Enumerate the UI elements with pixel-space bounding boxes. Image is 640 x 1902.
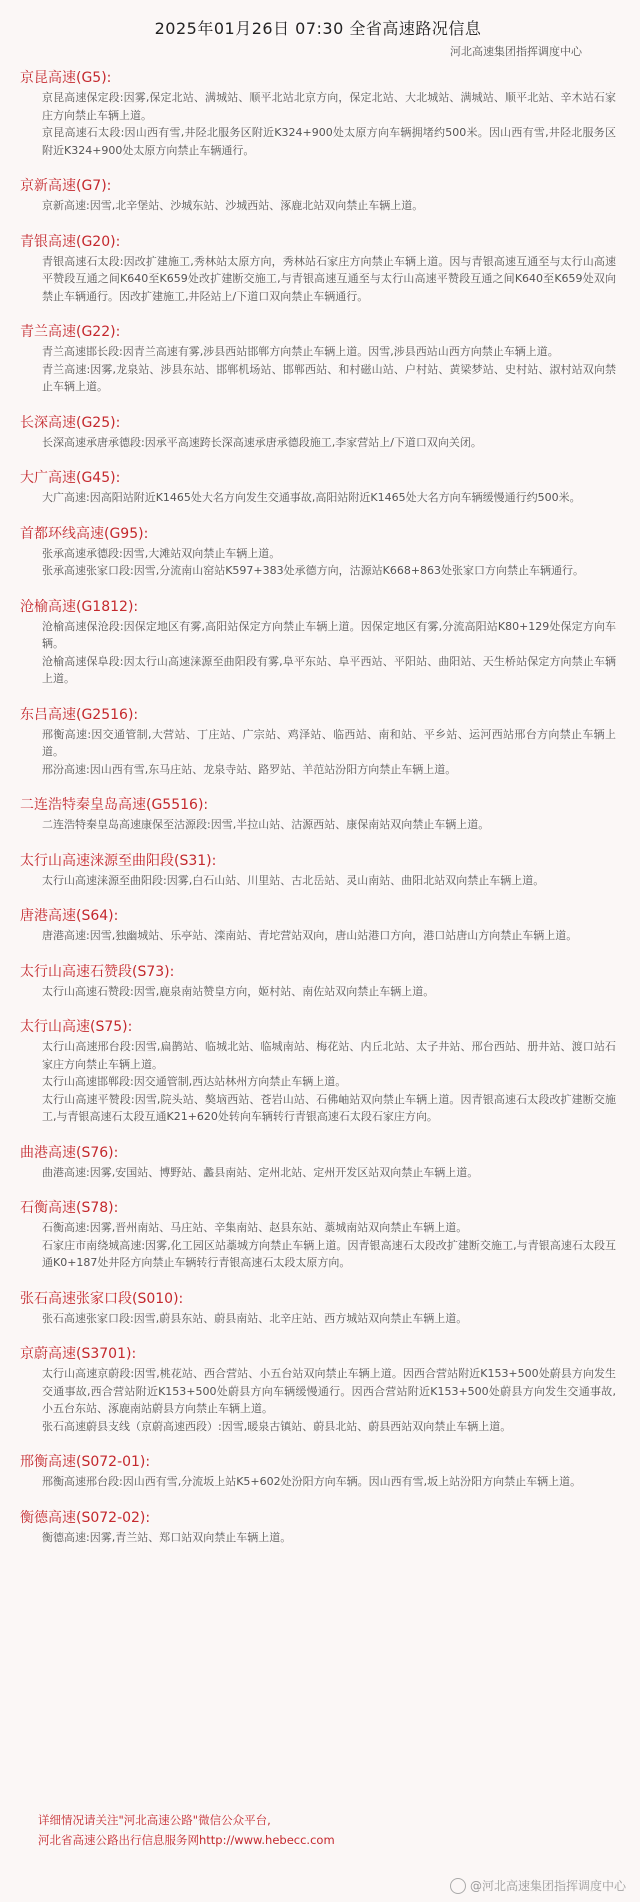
highway-section (20, 1016, 616, 1126)
highway-status-text: 太行山高速京蔚段:因雪,桃花站、西合营站、小五台站双向禁止车辆上道。因西合营站附近K153+500处蔚县方向发生交通事故,西合营站附近K153+500处蔚县方向车辆缓慢通行。因西合营站附近K153+500处蔚县方向发生交通事故,小五台东站、涿鹿南站蔚县方向禁止车辆上道。 (42, 1367, 616, 1415)
highway-section (20, 175, 616, 215)
highway-status-text: 曲港高速:因雾,安国站、博野站、蠡县南站、定州北站、定州开发区站双向禁止车辆上道。 (42, 1165, 479, 1179)
highway-status-text: 太行山高速涞源至曲阳段:因雾,白石山站、川里站、古北岳站、灵山南站、曲阳北站双向禁止车辆上道。 (42, 873, 545, 887)
highway-status-text: 京昆高速石太段:因山西有雪,井陉北服务区附近K324+900处太原方向车辆拥堵约500米。因山西有雪,井陉北服务区附近K324+900处太原方向禁止车辆通行。 (42, 126, 616, 157)
highway-section (20, 1142, 616, 1182)
highway-title: 京蔚高速(S3701): (20, 1346, 137, 1362)
road-sections (20, 67, 616, 1546)
highway-status-text: 二连浩特秦皇岛高速康保至沽源段:因雪,半拉山站、沽源西站、康保南站双向禁止车辆上道。 (42, 818, 490, 831)
highway-title: 首都环线高速(G95): (20, 525, 149, 542)
highway-status-text: 石家庄市南绕城高速:因雾,化工园区站藁城方向禁止车辆上道。因青银高速石太段改扩建断交施工,与青银高速石太段互通K0+187处井陉方向禁止车辆转行青银高速石太段太原方向。 (42, 1238, 616, 1269)
footer-line-2[interactable]: 河北省高速公路出行信息服务网http://www.hebecc.com (38, 1833, 335, 1847)
footer (38, 1810, 335, 1850)
highway-section (20, 1288, 616, 1328)
highway-status-text: 太行山高速平赞段:因雪,院头站、獒垴西站、苍岩山站、石佛岫站双向禁止车辆上道。因青银高速石太段改扩建断交施工,与青银高速石太段互通K21+620处转向车辆转行青银高速石太段石家庄方向。 (42, 1092, 616, 1123)
highway-title: 唐港高速(S64): (20, 908, 119, 924)
highway-title: 曲港高速(S76): (20, 1144, 119, 1161)
highway-title: 青兰高速(G22): (20, 324, 121, 340)
highway-title: 邢衡高速(S072-01): (20, 1454, 151, 1470)
highway-section (20, 467, 616, 507)
highway-title: 沧榆高速(G1812): (20, 598, 139, 615)
highway-status-text: 衡德高速:因雾,青兰站、郑口站双向禁止车辆上道。 (42, 1530, 292, 1544)
highway-status-text: 张石高速张家口段:因雪,蔚县东站、蔚县南站、北辛庄站、西方城站双向禁止车辆上道。 (42, 1311, 468, 1325)
highway-section (20, 905, 616, 945)
highway-status-text: 邢衡高速:因交通管制,大营站、丁庄站、广宗站、鸡泽站、临西站、南和站、平乡站、运河西站邢台方向禁止车辆上道。 (42, 727, 616, 758)
highway-status-text: 京新高速:因雪,北辛堡站、沙城东站、沙城西站、涿鹿北站双向禁止车辆上道。 (42, 199, 424, 212)
highway-title: 衡德高速(S072-02): (20, 1509, 151, 1526)
highway-section (20, 231, 616, 306)
highway-title: 太行山高速石赞段(S73): (20, 963, 175, 980)
watermark (450, 1877, 626, 1895)
highway-status-text: 张承高速张家口段:因雪,分流南山窑站K597+383处承德方向，沽源站K668+863处张家口方向禁止车辆通行。 (42, 564, 585, 577)
highway-title: 长深高速(G25): (20, 414, 121, 431)
highway-title: 张石高速张家口段(S010): (20, 1290, 184, 1307)
highway-title: 京新高速(G7): (20, 178, 112, 194)
highway-title: 青银高速(G20): (20, 233, 121, 250)
highway-title: 京昆高速(G5): (20, 70, 112, 86)
highway-section (20, 67, 616, 159)
highway-status-text: 张石高速蔚县支线（京蔚高速西段）:因雪,暖泉古镇站、蔚县北站、蔚县西站双向禁止车辆上道。 (42, 1419, 512, 1433)
highway-status-text: 长深高速承唐承德段:因承平高速跨长深高速承唐承德段施工,李家营站上/下道口双向关闭。 (42, 435, 482, 449)
highway-section (20, 704, 616, 779)
highway-status-text: 唐港高速:因雪,独幽城站、乐亭站、滦南站、青坨营站双向，唐山站港口方向，港口站唐山方向禁止车辆上道。 (42, 929, 578, 942)
highway-title: 石衡高速(S78): (20, 1200, 119, 1216)
highway-section (20, 794, 616, 834)
watermark-text: @河北高速集团指挥调度中心 (469, 1878, 626, 1893)
highway-title: 东吕高速(G2516): (20, 706, 139, 723)
highway-section (20, 850, 616, 890)
highway-status-text: 大广高速:因高阳站附近K1465处大名方向发生交通事故,高阳站附近K1465处大名方向车辆缓慢通行约500米。 (42, 491, 581, 504)
highway-status-text: 张承高速承德段:因雪,大滩站双向禁止车辆上道。 (42, 546, 281, 560)
highway-section (20, 1197, 616, 1272)
highway-status-text: 沧榆高速保阜段:因太行山高速涞源至曲阳段有雾,阜平东站、阜平西站、平阳站、曲阳站、天生桥站保定方向禁止车辆上道。 (42, 654, 616, 685)
page-title: 2025年01月26日 07:30 全省高速路况信息 (154, 19, 482, 38)
highway-section (20, 321, 616, 396)
highway-section (20, 961, 616, 1001)
highway-section (20, 523, 616, 580)
highway-status-text: 邢衡高速邢台段:因山西有雪,分流坂上站K5+602处汾阳方向车辆。因山西有雪,坂上站汾阳方向禁止车辆上道。 (42, 1475, 582, 1488)
highway-section (20, 596, 616, 688)
highway-status-text: 邢汾高速:因山西有雪,东马庄站、龙泉寺站、路罗站、羊范站汾阳方向禁止车辆上道。 (42, 762, 457, 776)
highway-status-text: 青银高速石太段:因改扩建施工,秀林站太原方向，秀林站石家庄方向禁止车辆上道。因与青银高速互通至与太行山高速平赞段互通之间K640至K659处改扩建断交施工,与青银高速互通至与太行山高速平赞段互通之间K640至K659处双向禁止车辆通行。因改扩建施工,井陉站上/下道口双向禁止车辆通行。 (42, 254, 616, 303)
weibo-icon (450, 1878, 466, 1894)
highway-status-text: 沧榆高速保沧段:因保定地区有雾,高阳站保定方向禁止车辆上道。因保定地区有雾,分流高阳站K80+129处保定方向车辆。 (42, 619, 616, 650)
highway-status-text: 石衡高速:因雾,晋州南站、马庄站、辛集南站、赵县东站、藁城南站双向禁止车辆上道。 (42, 1221, 468, 1234)
highway-status-text: 青兰高速邯长段:因青兰高速有雾,涉县西站邯郸方向禁止车辆上道。因雪,涉县西站山西方向禁止车辆上道。 (42, 345, 559, 358)
highway-status-text: 太行山高速石赞段:因雪,鹿泉南站赞皇方向，姬村站、南佐站双向禁止车辆上道。 (42, 984, 435, 998)
highway-section (20, 1507, 616, 1547)
highway-status-text: 京昆高速保定段:因雾,保定北站、满城站、顺平北站北京方向，保定北站、大北城站、满城站、顺平北站、辛木站石家庄方向禁止车辆上道。 (42, 91, 616, 122)
page-subtitle: 河北高速集团指挥调度中心 (450, 45, 582, 58)
highway-title: 太行山高速涞源至曲阳段(S31): (20, 852, 217, 869)
highway-title: 二连浩特秦皇岛高速(G5516): (20, 797, 209, 813)
highway-status-text: 青兰高速:因雾,龙泉站、涉县东站、邯郸机场站、邯郸西站、和村磁山站、户村站、黄梁梦站、史村站、淑村站双向禁止车辆上道。 (42, 362, 616, 393)
highway-title: 太行山高速(S75): (20, 1019, 133, 1035)
highway-title: 大广高速(G45): (20, 470, 121, 486)
highway-section (20, 1343, 616, 1435)
highway-status-text: 太行山高速邯郸段:因交通管制,西达站林州方向禁止车辆上道。 (42, 1075, 347, 1088)
highway-status-text: 太行山高速邢台段:因雪,扁鹊站、临城北站、临城南站、梅花站、内丘北站、太子井站、邢台西站、册井站、渡口站石家庄方向禁止车辆上道。 (42, 1040, 616, 1071)
highway-section (20, 1451, 616, 1491)
highway-section (20, 412, 616, 452)
footer-line-1: 详细情况请关注"河北高速公路"微信公众平台, (38, 1813, 271, 1827)
